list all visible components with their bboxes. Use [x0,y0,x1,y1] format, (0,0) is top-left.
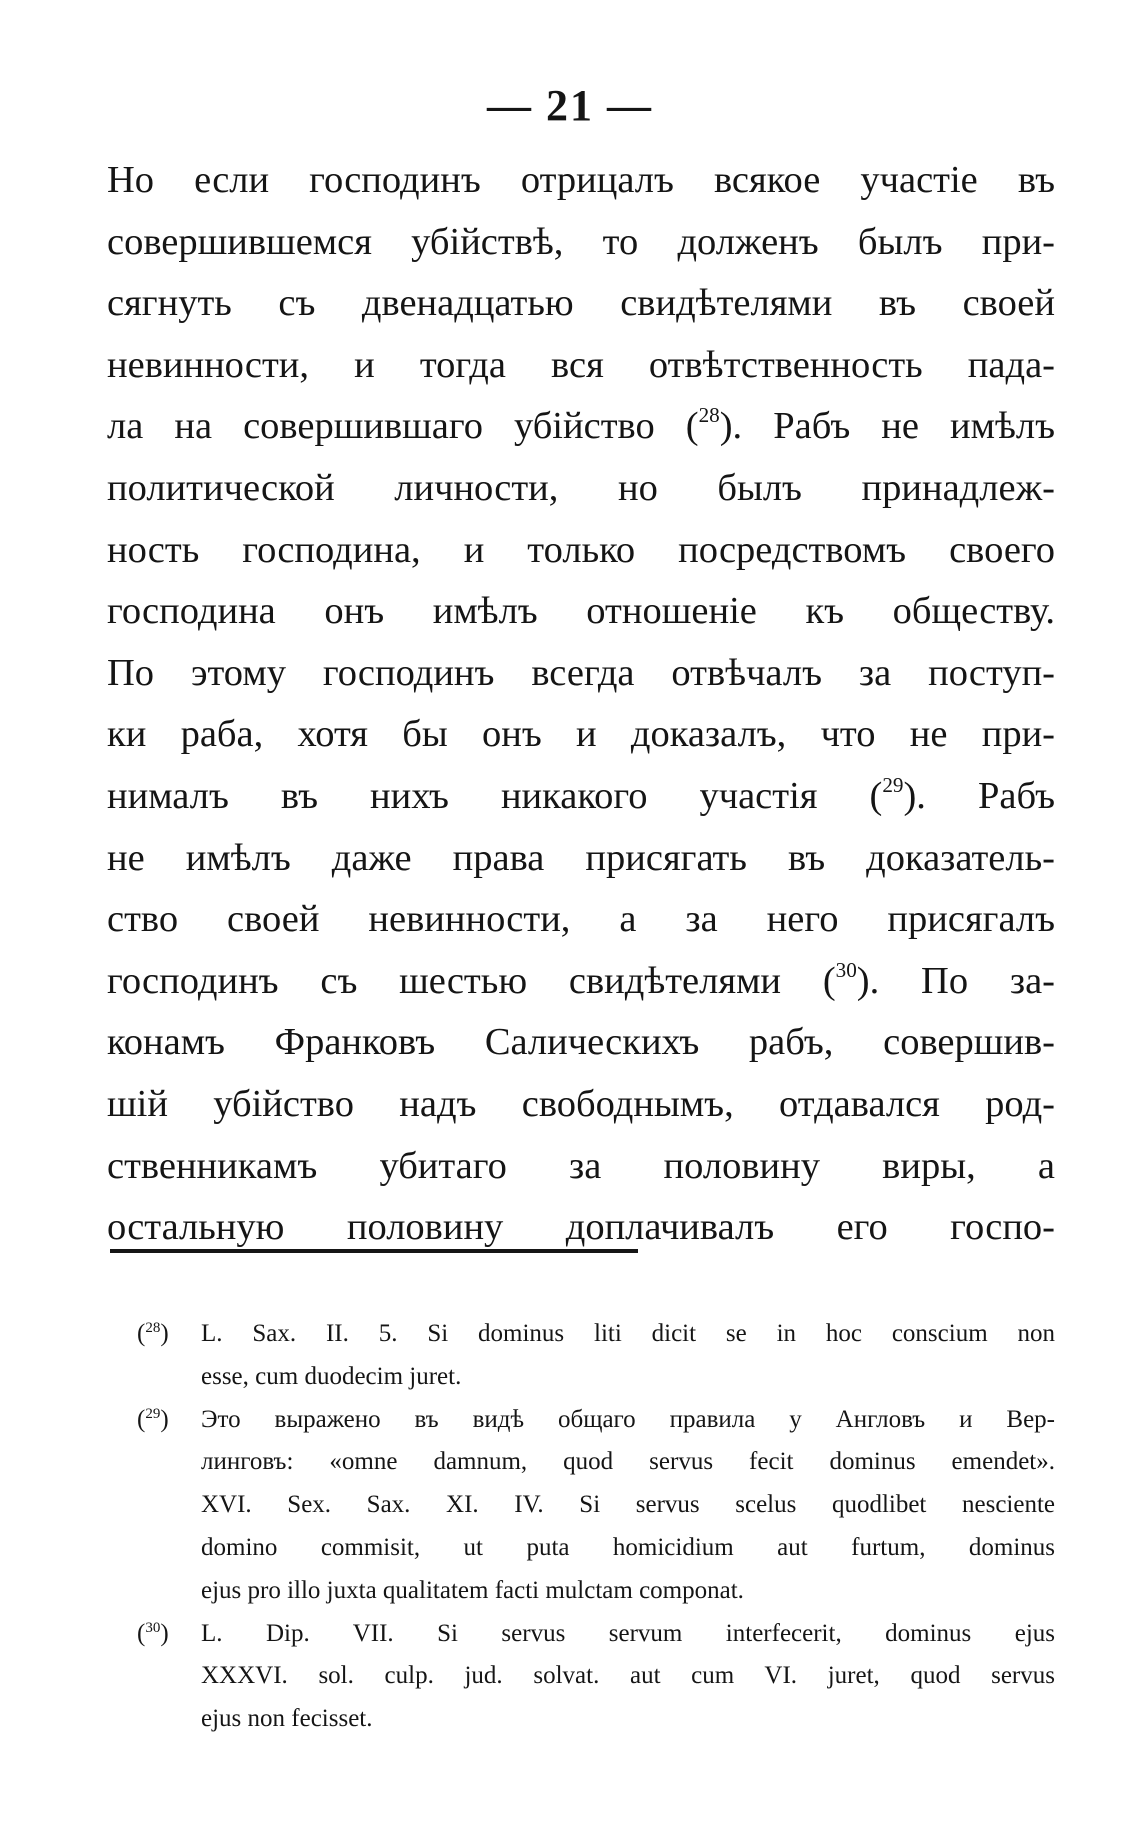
footnote-line: domino commisit, ut puta homicidium aut furtum, dominus [201,1533,1055,1561]
text-line: остальную половину доплачивалъ его госпо- [107,1206,1055,1249]
footnote-line: XXXVI. sol. culp. jud. solvat. aut cum VI. juret, quod servus [201,1662,1055,1690]
text-line: сягнуть съ двенадцатью свидѣтелями въ своей [107,282,1055,325]
text-line: ственникамъ убитаго за половину виры, а [107,1144,1055,1187]
footnote-number: 30 [145,1619,161,1636]
page-number: — 21 — [487,81,653,130]
footnote-line: L. Dip. VII. Si servus servum interfecerit, dominus ejus [201,1619,1055,1647]
text-line: По этому господинъ всегда отвѣчалъ за поступ- [107,651,1055,694]
text-segment: ла на совершившаго убійство ( [107,405,699,448]
text-line [107,766,1055,828]
text-line: конамъ Франковъ Салическихъ рабъ, совершив- [107,1021,1055,1064]
footnote-line: ejus non fecisset. [201,1705,373,1733]
footnote-line: esse, cum duodecim juret. [201,1362,462,1390]
footnote-marker: ($^{30}$) [137,1619,169,1647]
text-line: совершившемся убійствѣ, то долженъ былъ при- [107,220,1055,263]
footnote-line: ejus pro illo juxta qualitatem facti mulctam componat. [201,1576,744,1604]
text-segment: господинъ съ шестью свидѣтелями ( [107,959,836,1002]
text-line [107,396,1055,458]
text-line: невинности, и тогда вся отвѣтственность пада- [107,343,1055,386]
text-line: не имѣлъ даже права присягать въ доказатель- [107,836,1055,879]
footnote-line: XVI. Sex. Sax. XI. IV. Si servus scelus quodlibet nesciente [201,1491,1055,1519]
text-line [107,951,1055,1013]
footnotes [137,1313,1055,1741]
footnote [137,1313,1055,1399]
footnote-line: линговъ: «omne damnum, quod servus fecit dominus emendet». [201,1448,1055,1476]
footnote [137,1613,1055,1741]
text-segment: ). По за- [856,959,1055,1002]
text-line: господина онъ имѣлъ отношеніе къ обществу. [107,590,1055,633]
text-line: ность господина, и только посредствомъ своего [107,528,1055,571]
text-line: ство своей невинности, а за него присягалъ [107,898,1055,941]
footnote-line: Это выражено въ видѣ общаго правила у Англовъ и Вер- [201,1405,1055,1433]
footnote-reference: 30 [835,957,857,982]
footnote-line: L. Sax. II. 5. Si dominus liti dicit se in hoc conscium non [201,1320,1055,1347]
text-segment: ). Рабъ не имѣлъ [719,405,1055,448]
text-line: ки раба, хотя бы онъ и доказалъ, что не при- [107,713,1055,756]
footnote-separator-rule [110,1249,638,1253]
text-line: шій убійство надъ свободнымъ, отдавался род- [107,1082,1055,1125]
footnote-number: 28 [145,1320,161,1336]
footnote-reference: 29 [882,773,904,798]
text-line: Но если господинъ отрицалъ всякое участіе въ [107,159,1055,201]
text-line: политической личности, но былъ принадлеж- [107,466,1055,509]
footnote-number: 29 [145,1405,161,1422]
footnote-marker: ($^{29}$) [137,1405,169,1433]
text-segment: ). Рабъ [903,774,1055,817]
body-text [107,150,1055,1259]
footnote-marker: ($^{28}$) [137,1320,169,1347]
text-segment: нималъ въ нихъ никакого участія ( [107,774,883,817]
footnote [137,1399,1055,1613]
footnote-reference: 28 [698,403,720,428]
